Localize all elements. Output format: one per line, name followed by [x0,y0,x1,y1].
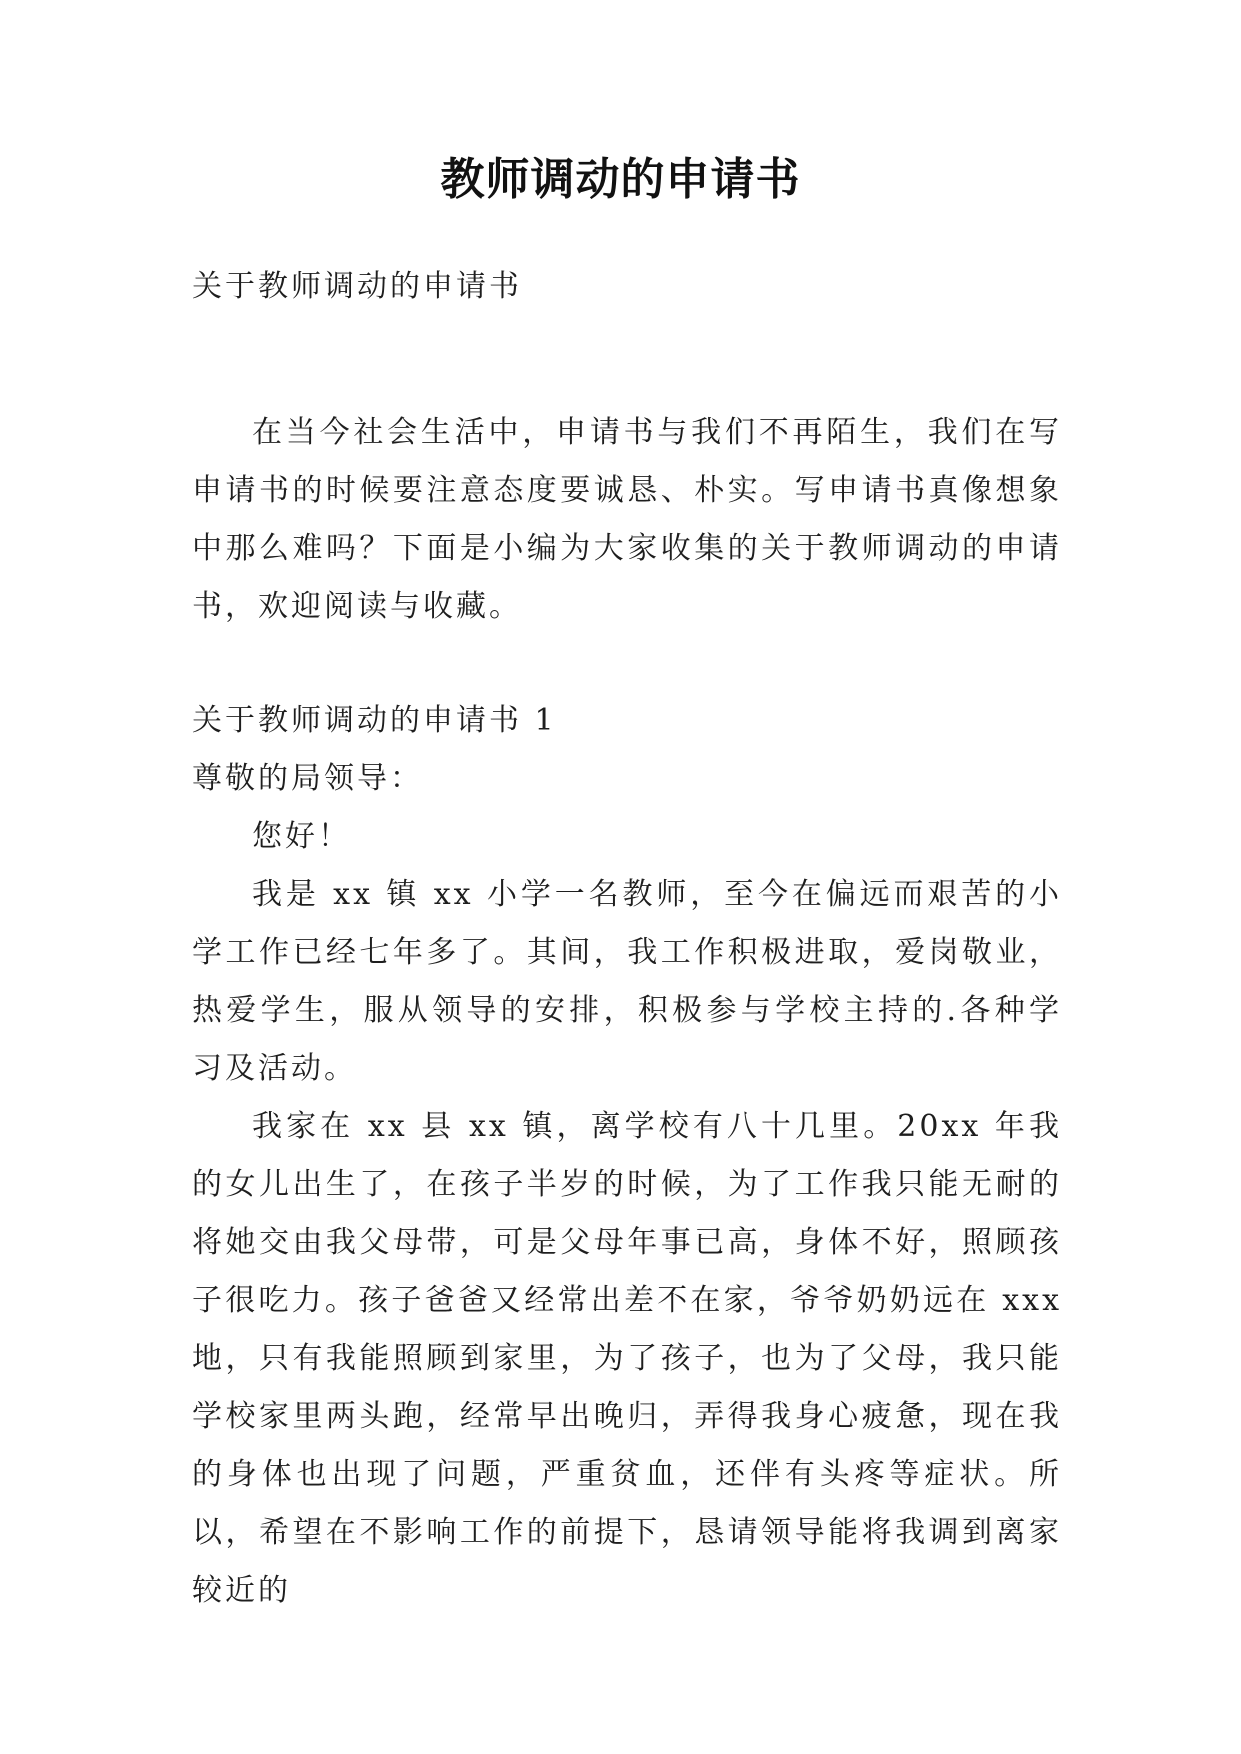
subtitle-text: 关于教师调动的申请书 [192,269,522,304]
letter-salutation: 尊敬的局领导： [192,761,423,796]
intro-section [192,404,1062,636]
document-subtitle [192,258,1062,316]
letter-greeting: 您好！ [252,819,351,854]
letter-section [192,692,1062,1620]
intro-paragraph: 在当今社会生活中，申请书与我们不再陌生，我们在写申请书的时候要注意态度要诚恳、朴实。写申请书真像想象中那么难吗？下面是小编为大家收集的关于教师调动的申请书，欢迎阅读与收藏。 [192,415,1062,624]
letter-paragraph-2: 我家在 xx 县 xx 镇，离学校有八十几里。20xx 年我的女儿出生了，在孩子半岁的时候，为了工作我只能无耐的将她交由我父母带，可是父母年事已高，身体不好，照顾孩子很吃力。孩子爸爸又经常出差不在家，爷爷奶奶远在 xxx 地，只有我能照顾到家里，为了孩子，也为了父母，我只能学校家里两头跑，经常早出晚归，弄得我身心疲惫，现在我的身体也出现了问题，严重贫血，还伴有头疼等症状。所以，希望在不影响工作的前提下，恳请领导能将我调到离家较近的 [192,1109,1062,1608]
letter-paragraph-1: 我是 xx 镇 xx 小学一名教师，至今在偏远而艰苦的小学工作已经七年多了。其间，我工作积极进取，爱岗敬业，热爱学生，服从领导的安排，积极参与学校主持的.各种学习及活动。 [192,877,1062,1086]
letter-heading: 关于教师调动的申请书 1 [192,703,557,738]
document-title: 教师调动的申请书 [440,154,801,205]
